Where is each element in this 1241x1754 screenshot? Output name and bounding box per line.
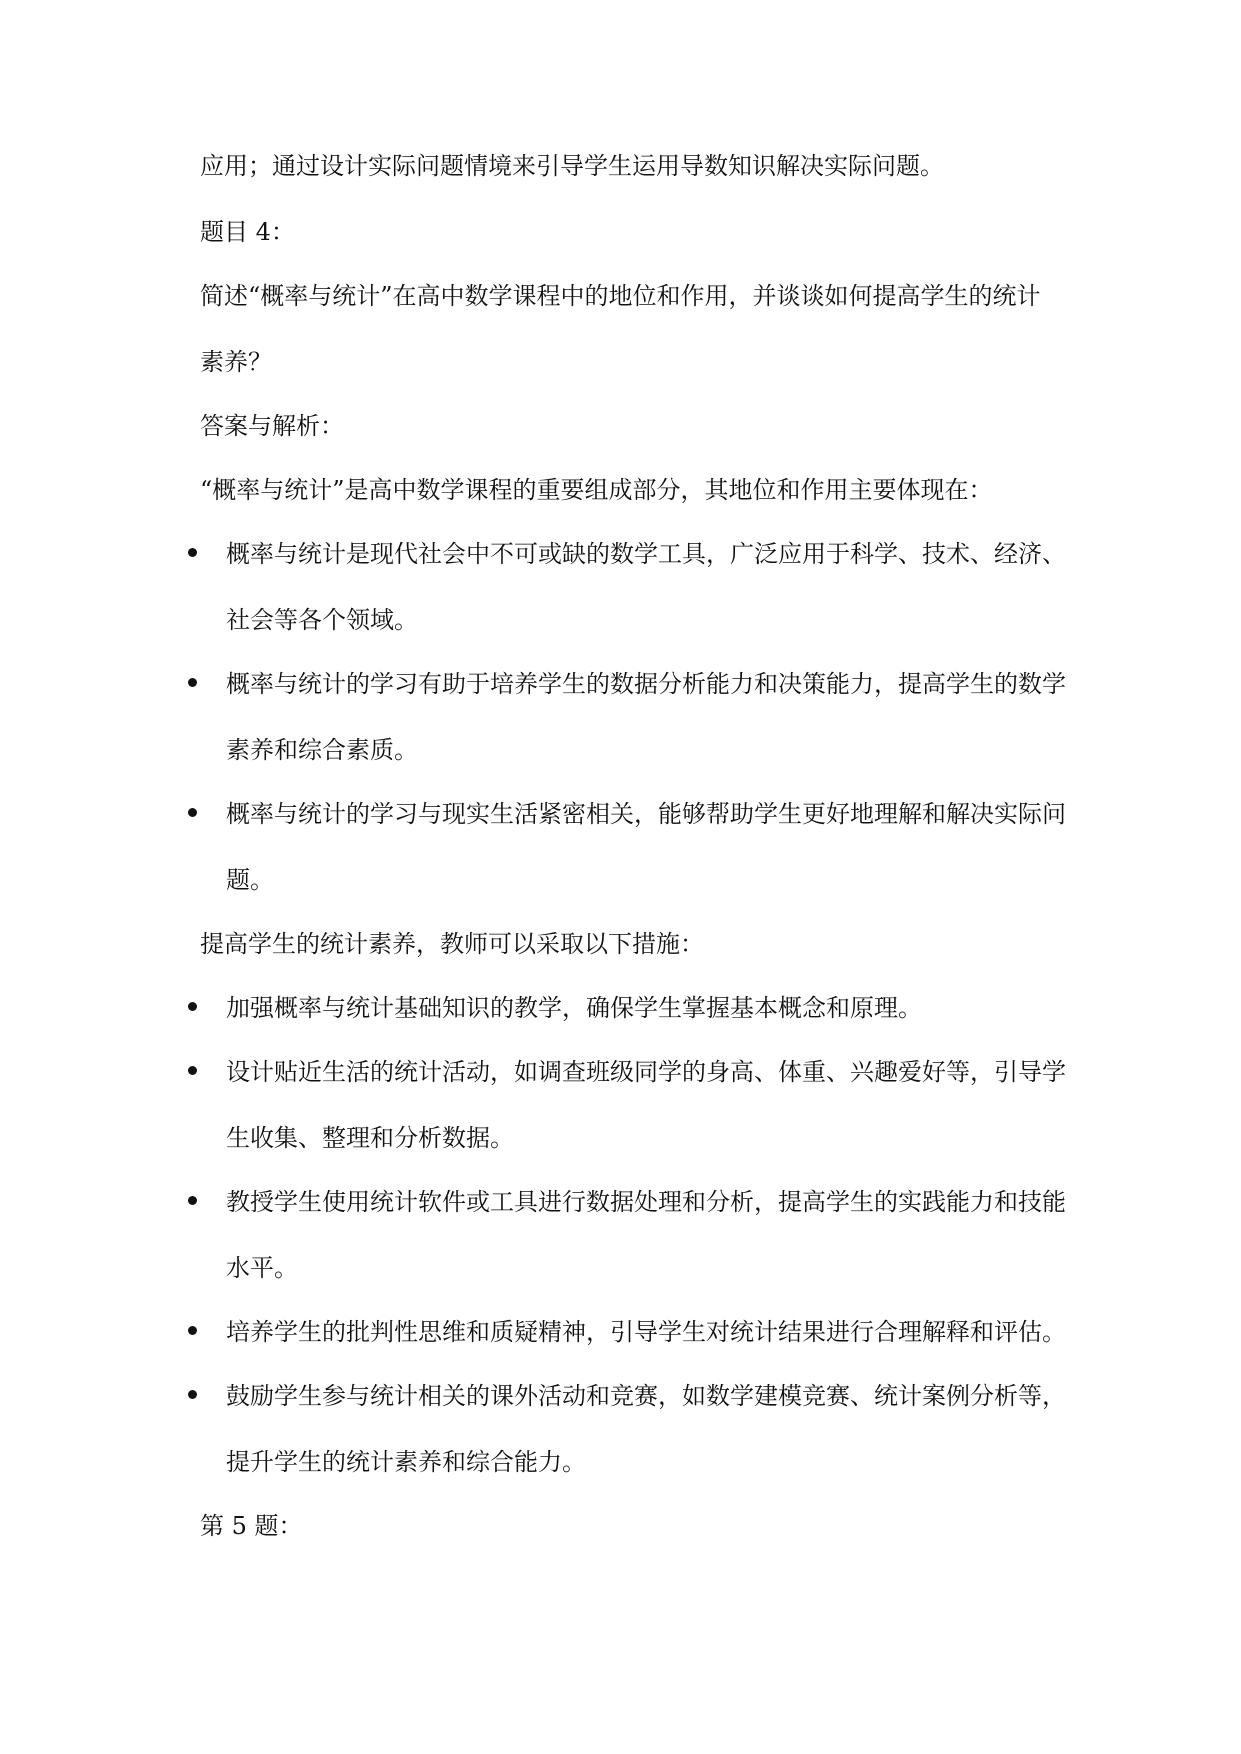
bullet-dot xyxy=(188,1066,197,1075)
measure-item-3-line-1: 教授学生使用统计软件或工具进行数据处理和分析，提高学生的实践能力和技能 xyxy=(226,1188,1066,1216)
measure-item-2-line-2: 生收集、整理和分析数据。 xyxy=(226,1124,514,1152)
role-item-2-line-1: 概率与统计的学习有助于培养学生的数据分析能力和决策能力，提高学生的数学 xyxy=(226,670,1066,698)
measure-item-4-line-1: 培养学生的批判性思维和质疑精神，引导学生对统计结果进行合理解释和评估。 xyxy=(226,1318,1066,1346)
bullet-dot xyxy=(188,548,197,557)
role-item-2-line-2: 素养和综合素质。 xyxy=(226,736,418,764)
measure-item-5-line-2: 提升学生的统计素养和综合能力。 xyxy=(226,1448,586,1476)
question-heading: 题目 4： xyxy=(200,218,295,246)
bullet-dot xyxy=(188,1390,197,1399)
question-text-line-1: 简述“概率与统计”在高中数学课程中的地位和作用，并谈谈如何提高学生的统计 xyxy=(200,282,1041,310)
role-intro: “概率与统计”是高中数学课程的重要组成部分，其地位和作用主要体现在： xyxy=(200,476,993,504)
bullet-dot xyxy=(188,808,197,817)
bullet-dot xyxy=(188,1326,197,1335)
answer-heading: 答案与解析： xyxy=(200,412,344,440)
measure-item-3-line-2: 水平。 xyxy=(226,1254,298,1282)
question-text-line-2: 素养？ xyxy=(200,348,272,376)
intro-line: 应用；通过设计实际问题情境来引导学生运用导数知识解决实际问题。 xyxy=(200,152,944,180)
bullet-dot xyxy=(188,678,197,687)
role-item-1-line-1: 概率与统计是现代社会中不可或缺的数学工具，广泛应用于科学、技术、经济、 xyxy=(226,540,1066,568)
role-item-3-line-2: 题。 xyxy=(226,866,274,894)
bullet-dot xyxy=(188,1196,197,1205)
measures-intro: 提高学生的统计素养，教师可以采取以下措施： xyxy=(200,930,704,958)
role-item-1-line-2: 社会等各个领域。 xyxy=(226,606,418,634)
next-question-heading: 第 5 题： xyxy=(200,1512,303,1540)
role-item-3-line-1: 概率与统计的学习与现实生活紧密相关，能够帮助学生更好地理解和解决实际问 xyxy=(226,800,1066,828)
measure-item-5-line-1: 鼓励学生参与统计相关的课外活动和竞赛，如数学建模竞赛、统计案例分析等， xyxy=(226,1382,1066,1410)
measure-item-2-line-1: 设计贴近生活的统计活动，如调查班级同学的身高、体重、兴趣爱好等，引导学 xyxy=(226,1058,1066,1086)
bullet-dot xyxy=(188,1002,197,1011)
measure-item-1-line-1: 加强概率与统计基础知识的教学，确保学生掌握基本概念和原理。 xyxy=(226,994,922,1022)
